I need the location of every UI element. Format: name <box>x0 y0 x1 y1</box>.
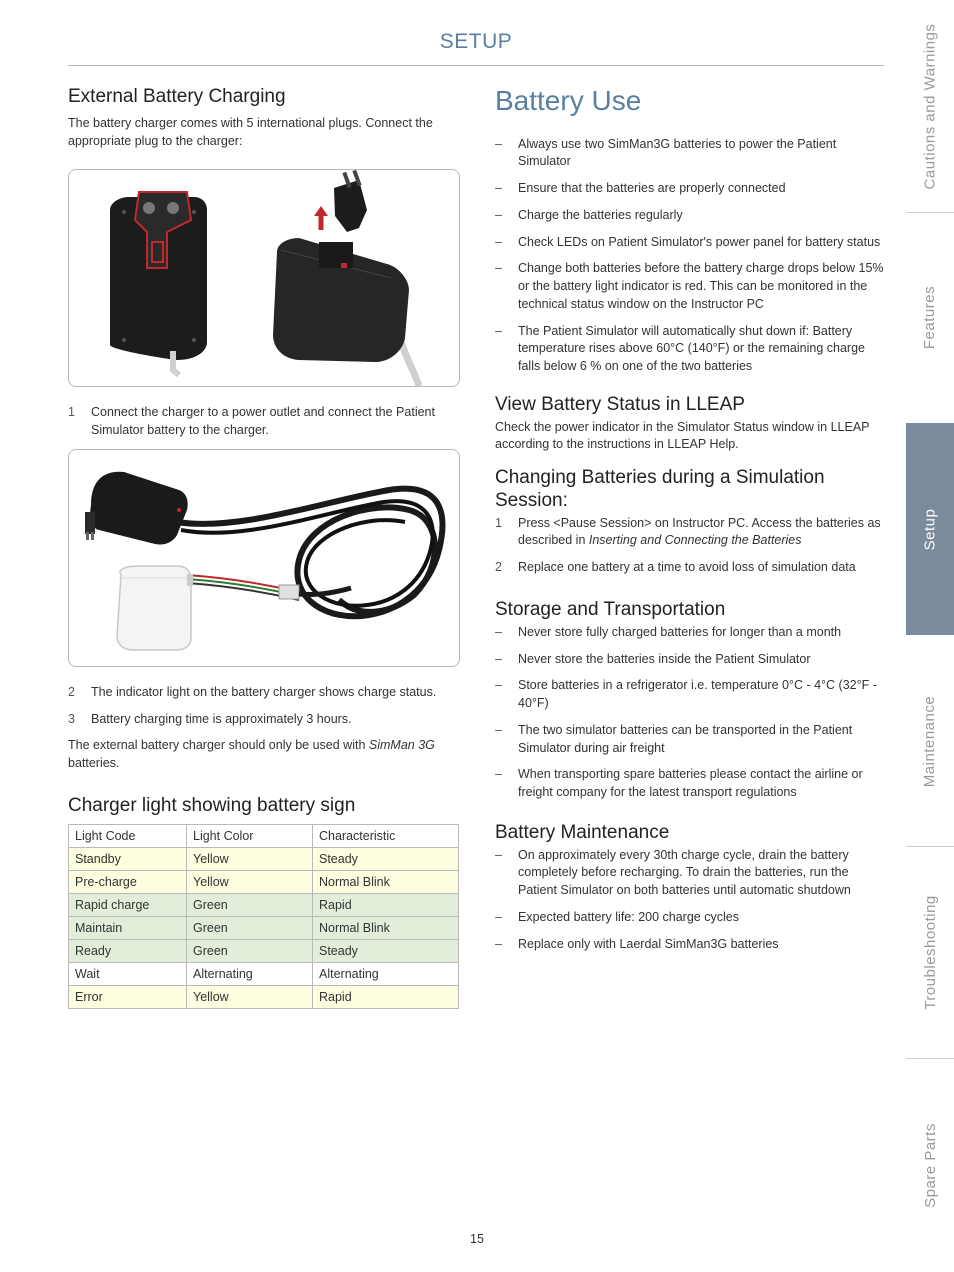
tab-label: Cautions and Warnings <box>921 23 939 189</box>
list-item <box>495 624 890 642</box>
charger-usage-note <box>68 737 460 773</box>
list-item <box>495 180 890 198</box>
tab-maintenance[interactable] <box>906 636 954 846</box>
list-item-text: The Patient Simulator will automatically shut down if: Battery temperature rises above 60°C (140°F) or the remaining charge falls below 6 % on one of the two batteries <box>518 323 865 374</box>
charging-step <box>68 684 460 702</box>
list-item-text: Expected battery life: 200 charge cycles <box>518 909 739 924</box>
battery-use-list <box>495 136 890 376</box>
dash-bullet: – <box>495 767 502 782</box>
tab-features[interactable] <box>906 213 954 422</box>
external-charging-heading: External Battery Charging <box>68 86 286 107</box>
step-text-pre: Press <Pause Session> on Instructor PC. Access the batteries as described in <box>518 515 881 548</box>
tab-label: Features <box>921 285 939 350</box>
step-text-reference: Inserting and Connecting the Batteries <box>588 533 802 548</box>
external-charging-intro: The battery charger comes with 5 international plugs. Connect the appropriate plug to the charger: <box>68 115 433 148</box>
table-row <box>69 962 459 985</box>
table-row <box>69 939 459 962</box>
step-text: The indicator light on the battery charger shows charge status. <box>91 684 437 699</box>
charging-status-list <box>68 684 460 729</box>
changing-batteries-heading: Changing Batteries during a Simulation Session: <box>495 467 825 511</box>
list-item <box>495 651 890 669</box>
note-text-pre: The external battery charger should only be used with <box>68 738 369 753</box>
table-row <box>69 985 459 1008</box>
charger-light-heading: Charger light showing battery sign <box>68 794 356 816</box>
list-item-text: Always use two SimMan3G batteries to power the Patient Simulator <box>518 136 837 169</box>
storage-heading: Storage and Transportation <box>495 598 726 620</box>
charging-step <box>68 711 460 729</box>
table-cell-color: Green <box>187 916 313 939</box>
list-item-text: Never store fully charged batteries for longer than a month <box>518 624 842 639</box>
list-item <box>495 207 890 225</box>
table-row <box>69 893 459 916</box>
list-item-text: Charge the batteries regularly <box>518 207 683 222</box>
table-cell-characteristic: Rapid <box>313 893 459 916</box>
table-cell-characteristic: Rapid <box>313 985 459 1008</box>
table-header-cell: Light Color <box>187 824 313 847</box>
table-row <box>69 916 459 939</box>
list-item-text: On approximately every 30th charge cycle, drain the battery completely before recharging. To drain the batteries, run the Patient Simulator on both batteries until automatic shutdown <box>518 847 851 898</box>
tab-label: Troubleshooting <box>921 895 939 1010</box>
list-item-text: Check LEDs on Patient Simulator's power panel for battery status <box>518 234 881 249</box>
list-item-text: Replace only with Laerdal SimMan3G batteries <box>518 936 779 951</box>
tab-setup[interactable] <box>906 423 954 635</box>
charger-light-table <box>68 824 459 1009</box>
list-item-text: Never store the batteries inside the Patient Simulator <box>518 651 811 666</box>
table-cell-code: Ready <box>69 939 187 962</box>
table-cell-characteristic: Normal Blink <box>313 870 459 893</box>
list-item-text: When transporting spare batteries please contact the airline or freight company for the latest transport regulations <box>518 767 863 800</box>
table-cell-color: Alternating <box>187 962 313 985</box>
tab-label: Maintenance <box>921 695 939 787</box>
table-cell-color: Yellow <box>187 985 313 1008</box>
dash-bullet: – <box>495 847 502 862</box>
step-number: 2 <box>495 560 502 575</box>
tab-label: Setup <box>921 508 939 550</box>
tab-cautions-and-warnings[interactable] <box>906 0 954 212</box>
dash-bullet: – <box>495 936 502 951</box>
list-item-text: The two simulator batteries can be transported in the Patient Simulator during air freight <box>518 722 853 755</box>
table-header-cell: Light Code <box>69 824 187 847</box>
table-cell-code: Standby <box>69 847 187 870</box>
step-number: 1 <box>68 405 75 420</box>
changing-step <box>495 559 890 577</box>
table-cell-code: Maintain <box>69 916 187 939</box>
maintenance-list <box>495 847 890 954</box>
list-item <box>495 936 890 954</box>
table-cell-color: Yellow <box>187 870 313 893</box>
charger-plug-figure <box>68 169 460 387</box>
step-number: 3 <box>68 711 75 726</box>
list-item-text: Ensure that the batteries are properly connected <box>518 181 786 196</box>
table-cell-characteristic: Alternating <box>313 962 459 985</box>
tab-troubleshooting[interactable] <box>906 847 954 1058</box>
table-cell-characteristic: Steady <box>313 939 459 962</box>
list-item <box>495 766 890 802</box>
charger-battery-figure <box>68 449 460 667</box>
chapter-tab-sidebar <box>906 0 954 1272</box>
charger-battery-illustration <box>69 450 459 666</box>
dash-bullet: – <box>495 181 502 196</box>
table-cell-color: Green <box>187 893 313 916</box>
table-cell-characteristic: Steady <box>313 847 459 870</box>
list-item <box>495 722 890 758</box>
charging-step-list <box>68 404 460 440</box>
table-cell-color: Yellow <box>187 847 313 870</box>
dash-bullet: – <box>495 624 502 639</box>
dash-bullet: – <box>495 261 502 276</box>
tab-label: Spare Parts <box>921 1123 939 1208</box>
note-text-product: SimMan 3G <box>368 738 435 753</box>
list-item <box>495 323 890 376</box>
dash-bullet: – <box>495 323 502 338</box>
list-item <box>495 909 890 927</box>
right-column <box>495 84 890 962</box>
note-text-post: batteries. <box>68 756 120 771</box>
dash-bullet: – <box>495 651 502 666</box>
list-item <box>495 136 890 172</box>
maintenance-heading: Battery Maintenance <box>495 821 670 843</box>
changing-step <box>495 515 890 551</box>
dash-bullet: – <box>495 136 502 151</box>
charging-step <box>68 404 460 440</box>
charger-plug-illustration <box>69 170 459 386</box>
step-text: Battery charging time is approximately 3 hours. <box>91 711 352 726</box>
table-row <box>69 870 459 893</box>
table-header-row <box>69 824 459 847</box>
dash-bullet: – <box>495 234 502 249</box>
dash-bullet: – <box>495 678 502 693</box>
dash-bullet: – <box>495 207 502 222</box>
dash-bullet: – <box>495 722 502 737</box>
step-number: 1 <box>495 515 502 530</box>
step-number: 2 <box>68 684 75 699</box>
step-text: Connect the charger to a power outlet and connect the Patient Simulator battery to the charger. <box>91 405 435 438</box>
list-item-text: Change both batteries before the battery charge drops below 15% or the battery light indicator is red. This can be monitored in the technical status window on the Instructor PC <box>518 261 884 311</box>
battery-use-title: Battery Use <box>495 85 642 116</box>
list-item <box>495 260 890 313</box>
table-cell-color: Green <box>187 939 313 962</box>
table-cell-code: Rapid charge <box>69 893 187 916</box>
step-text: Replace one battery at a time to avoid loss of simulation data <box>518 560 856 575</box>
left-column <box>68 86 460 1009</box>
table-header-cell: Characteristic <box>313 824 459 847</box>
view-status-text: Check the power indicator in the Simulator Status window in LLEAP according to the instructions in LLEAP Help. <box>495 419 870 452</box>
storage-list <box>495 624 890 802</box>
changing-steps-list <box>495 515 890 577</box>
table-cell-code: Pre-charge <box>69 870 187 893</box>
page-number: 15 <box>470 1232 484 1246</box>
table-cell-code: Wait <box>69 962 187 985</box>
table-cell-characteristic: Normal Blink <box>313 916 459 939</box>
list-item <box>495 677 890 713</box>
list-item <box>495 234 890 252</box>
table-cell-code: Error <box>69 985 187 1008</box>
table-row <box>69 847 459 870</box>
header-divider <box>68 65 884 66</box>
list-item-text: Store batteries in a refrigerator i.e. temperature 0°C - 4°C (32°F - 40°F) <box>518 678 877 711</box>
section-title: SETUP <box>439 30 513 53</box>
list-item <box>495 847 890 900</box>
dash-bullet: – <box>495 909 502 924</box>
view-status-heading: View Battery Status in LLEAP <box>495 393 745 415</box>
